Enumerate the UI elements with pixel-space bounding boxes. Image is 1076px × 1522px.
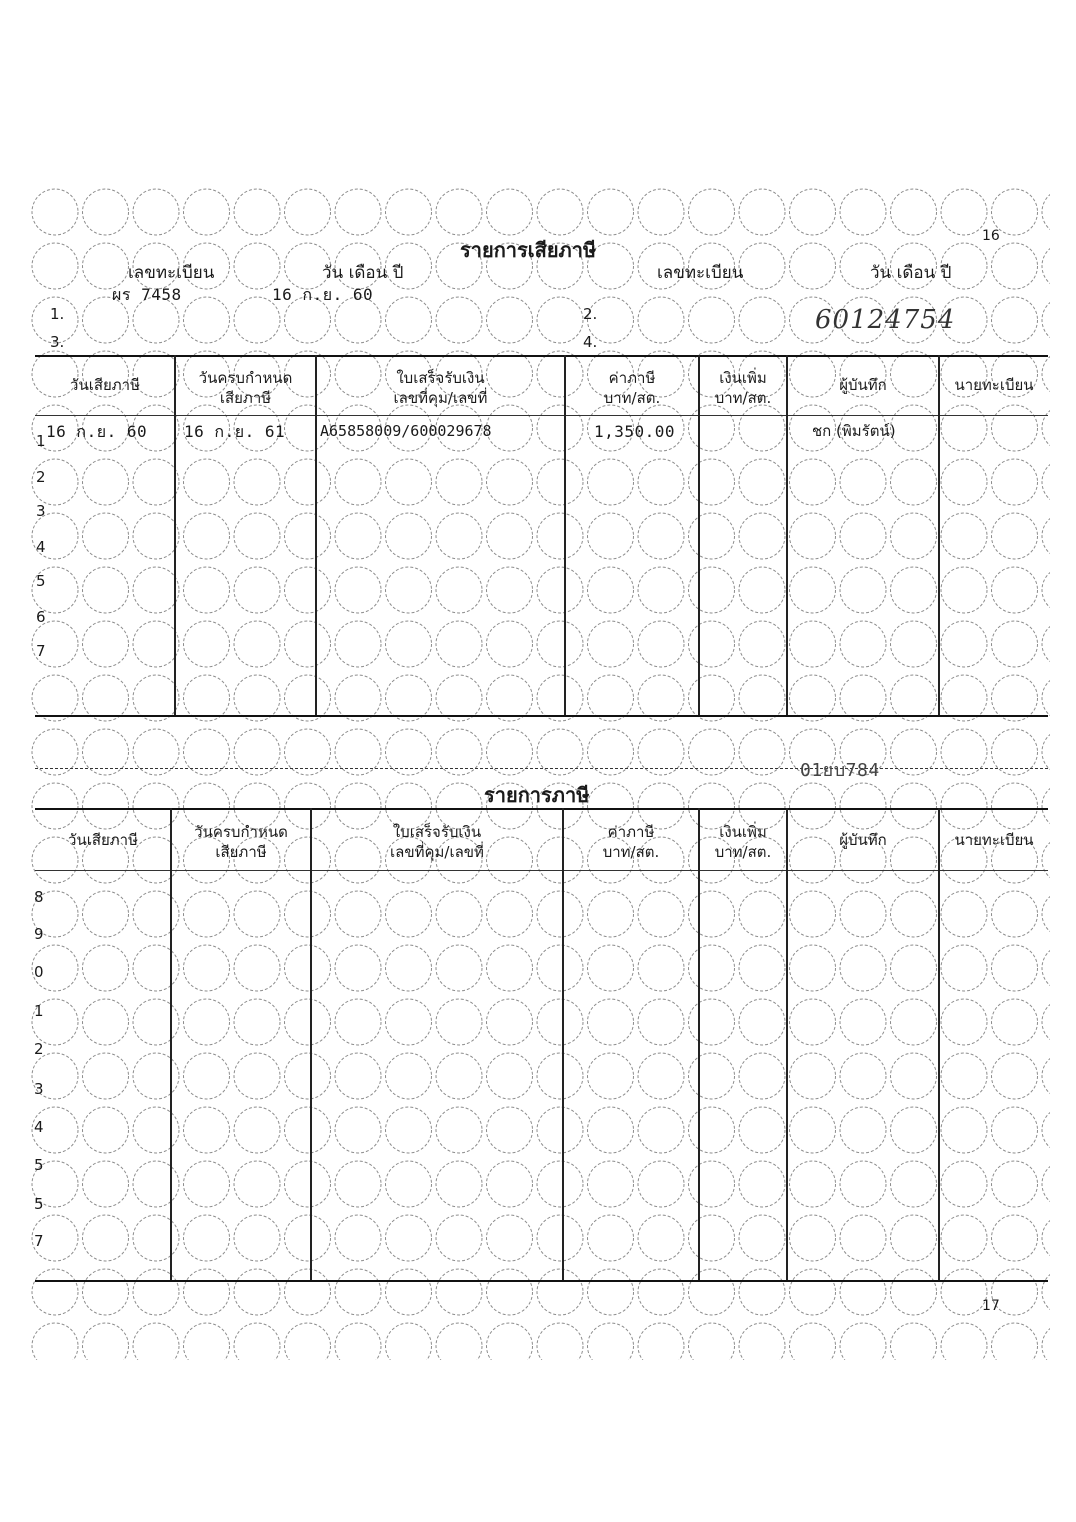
row-number: 5 (34, 1195, 44, 1213)
section-divider-dashed (35, 768, 1048, 769)
slot-4-label: 4. (583, 333, 598, 351)
handwritten-number: 60124754 (815, 305, 956, 335)
section2-title: รายการภาษี (484, 783, 590, 807)
row-number: 1 (36, 432, 46, 450)
header-tax-line2: บาท/สต. (602, 843, 660, 861)
table2-col-divider (938, 808, 940, 1280)
row-number: 1 (34, 1002, 44, 1020)
header-recorder: ผู้บันทึก (839, 376, 887, 394)
row-number: 5 (34, 1156, 44, 1174)
header-surcharge (700, 368, 786, 408)
header-receipt-line1: ใบเสร็จรับเงิน (396, 369, 485, 387)
header-due-date-line1: วันครบกำหนด (198, 369, 293, 387)
date-value-1: 16 ก.ย. 60 (272, 285, 374, 304)
header-receipt-line1: ใบเสร็จรับเงิน (392, 823, 482, 841)
table2-header-line (35, 870, 1048, 871)
header-surcharge (700, 822, 786, 862)
table1-col-divider (315, 355, 317, 715)
row-number: 6 (36, 608, 46, 626)
section1-title: รายการเสียภาษี (460, 238, 597, 262)
table2-col-divider (698, 808, 700, 1280)
date-label-1: วัน เดือน ปี (322, 263, 404, 283)
header-surcharge-line1: เงินเพิ่ม (719, 823, 767, 841)
date-label-2: วัน เดือน ปี (870, 263, 952, 283)
header-due-date-line2: เสียภาษี (215, 843, 267, 861)
table1-top-line (35, 355, 1048, 357)
header-receipt (312, 822, 562, 862)
circle-pattern-background (30, 185, 1050, 1360)
row-number: 4 (36, 538, 46, 556)
stamp-code: 01ยบ784 (800, 760, 880, 781)
header-receipt-line2: เลขที่คุม/เลขที่ (390, 843, 484, 861)
header-tax (566, 368, 698, 408)
row-number: 5 (36, 572, 46, 590)
row-number: 2 (34, 1040, 44, 1058)
reg-label-2: เลขทะเบียน (657, 263, 744, 283)
page-number-bottom: 17 (982, 1298, 1000, 1314)
header-due-date (176, 368, 315, 408)
header-registrar: นายทะเบียน (954, 376, 1034, 394)
header-pay-date: วันเสียภาษี (68, 831, 138, 849)
header-surcharge-line2: บาท/สต. (714, 389, 772, 407)
slot-3-label: 3. (50, 333, 65, 351)
reg-value-1: ผร 7458 (112, 285, 182, 304)
header-due-date (172, 822, 310, 862)
table1-col-divider (174, 355, 176, 715)
slot-1-label: 1. (50, 305, 65, 323)
table1-col-divider (564, 355, 566, 715)
header-due-date-line1: วันครบกำหนด (194, 823, 288, 841)
row-number: 4 (34, 1118, 44, 1136)
row1-tax: 1,350.00 (594, 422, 676, 441)
table2-col-divider (562, 808, 564, 1280)
header-tax-line2: บาท/สต. (603, 389, 661, 407)
header-recorder: ผู้บันทึก (839, 831, 887, 849)
row1-receipt: A65858009/600029678 (320, 422, 492, 440)
reg-label-1: เลขทะเบียน (128, 263, 215, 283)
page-number-top: 16 (982, 228, 1000, 244)
row-number: 0 (34, 963, 44, 981)
row1-pay-date: 16 ก.ย. 60 (46, 422, 148, 441)
table1-header-line (35, 415, 1048, 416)
row-number: 9 (34, 925, 44, 943)
header-due-date-line2: เสียภาษี (219, 389, 272, 407)
table2-bottom-line (35, 1280, 1048, 1282)
row-number: 8 (34, 888, 44, 906)
table2-col-divider (786, 808, 788, 1280)
table2-col-divider (170, 808, 172, 1280)
row-number: 2 (36, 468, 46, 486)
header-receipt-line2: เลขที่คุม/เลขที่ (393, 389, 488, 407)
table1-col-divider (786, 355, 788, 715)
slot-2-label: 2. (583, 305, 598, 323)
table1-col-divider (938, 355, 940, 715)
row-number: 7 (34, 1232, 44, 1250)
table1-col-divider (698, 355, 700, 715)
header-tax-line1: ค่าภาษี (607, 823, 655, 841)
row-number: 7 (36, 642, 46, 660)
table2-top-line (35, 808, 1048, 810)
table2-col-divider (310, 808, 312, 1280)
table1-bottom-line (35, 715, 1048, 717)
row1-recorder: ชก (พิมรัตน์) (812, 422, 896, 440)
header-pay-date: วันเสียภาษี (70, 376, 140, 394)
row-number: 3 (36, 502, 46, 520)
header-tax-line1: ค่าภาษี (608, 369, 656, 387)
header-surcharge-line1: เงินเพิ่ม (719, 369, 767, 387)
header-registrar: นายทะเบียน (954, 831, 1034, 849)
header-tax (564, 822, 698, 862)
header-receipt (317, 368, 564, 408)
row1-due-date: 16 ก.ย. 61 (184, 422, 286, 441)
header-surcharge-line2: บาท/สต. (714, 843, 772, 861)
row-number: 3 (34, 1080, 44, 1098)
